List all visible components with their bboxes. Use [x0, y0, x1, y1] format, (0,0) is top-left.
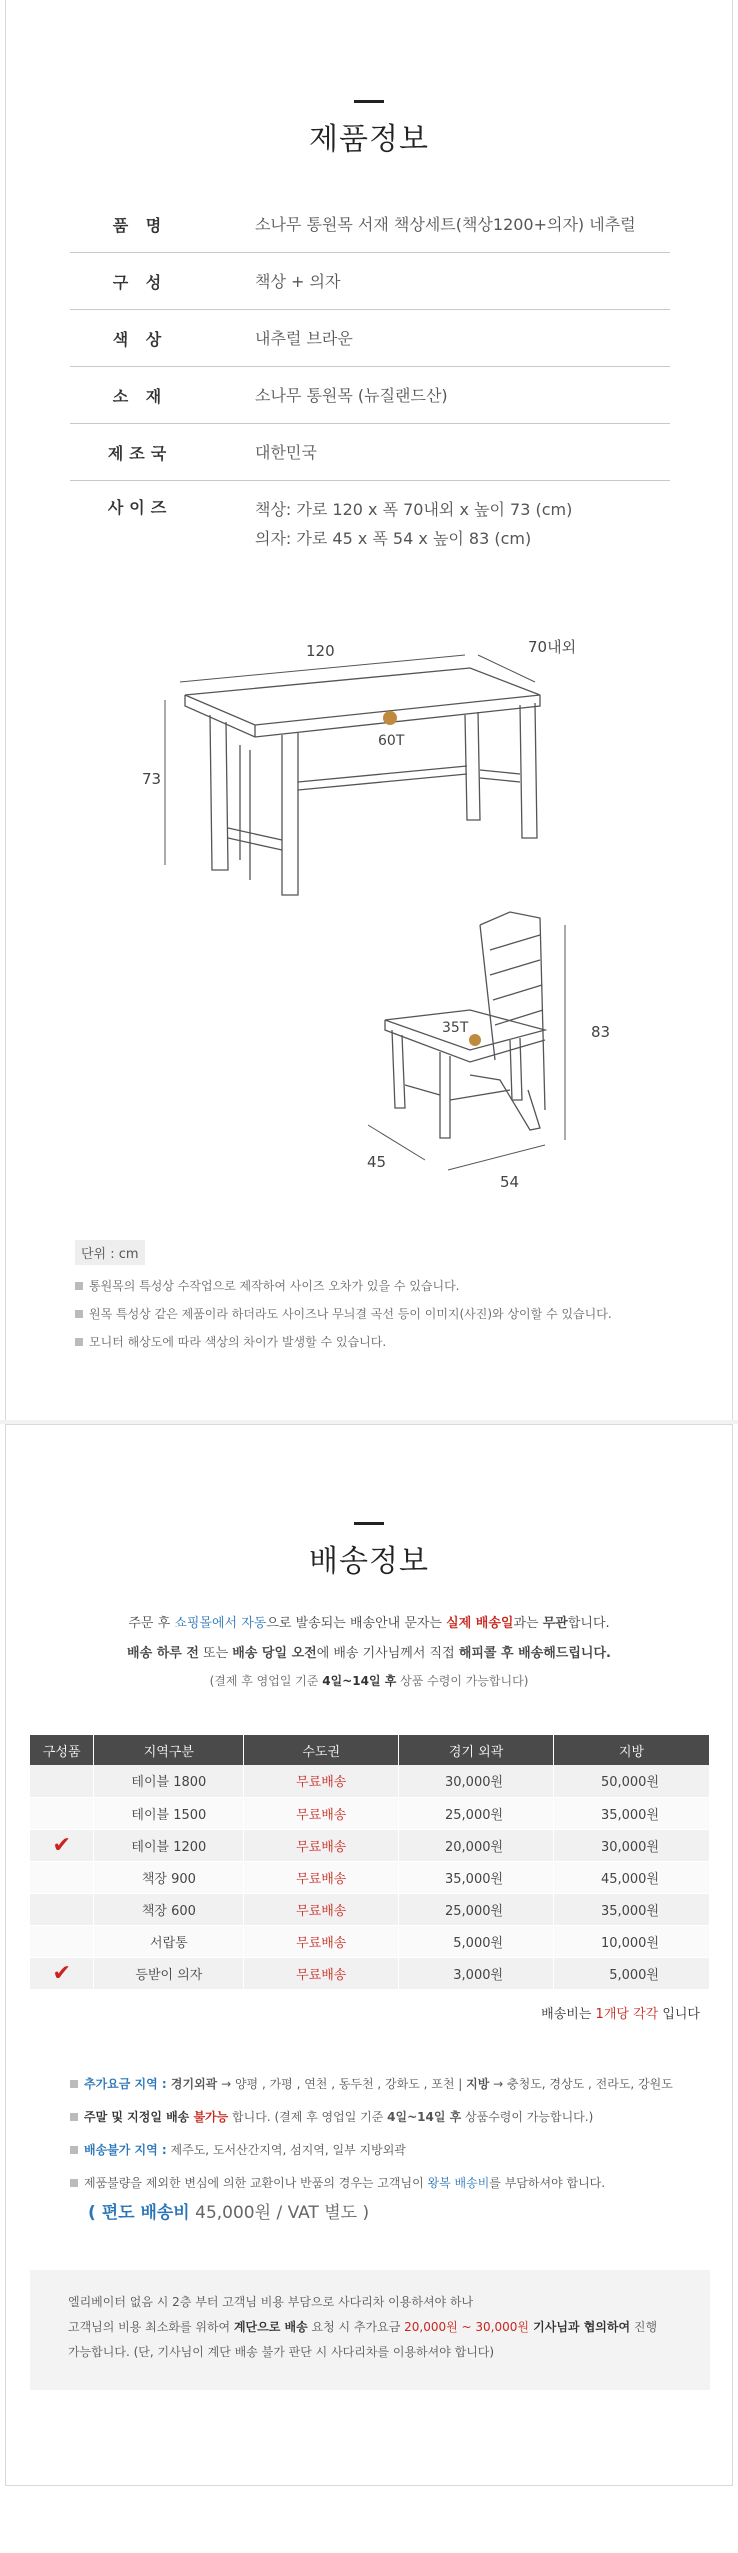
intro-line-3	[0, 1672, 738, 1689]
text: 진행	[630, 2320, 658, 2334]
text: 배송불가 지역 :	[84, 2143, 167, 2157]
check-icon: ✔	[30, 1829, 94, 1861]
text: 추가요금 지역 :	[84, 2077, 167, 2091]
gyeonggi-cell: 35,000원	[399, 1861, 554, 1893]
table-row	[30, 1893, 710, 1925]
text: 불가능	[193, 2110, 229, 2124]
province-cell: 35,000원	[554, 1797, 710, 1829]
intro-line-2	[0, 1642, 738, 1661]
chair-size: 의자: 가로 45 x 폭 54 x 높이 83 (cm)	[255, 529, 532, 548]
table-row	[30, 1957, 710, 1989]
delivery-title: 배송정보	[309, 1544, 429, 1579]
text: 주말 및 지정일 배송	[84, 2110, 194, 2124]
metro-cell: 무료배송	[244, 1925, 399, 1957]
text: 상품 수령이 가능합니다)	[396, 1674, 529, 1688]
chair-depth-label: 54	[500, 1173, 520, 1191]
item-cell: 등받이 의자	[94, 1957, 244, 1989]
text: 1개당 각각	[595, 2007, 659, 2022]
text: 경기외곽	[166, 2077, 218, 2091]
product-notes	[75, 1240, 675, 1361]
text: → 충청도, 경상도 , 전라도, 강원도	[489, 2077, 673, 2091]
text: 으로 발송되는 배송안내 문자는	[266, 1616, 447, 1631]
text: 요청 시 추가요금	[307, 2320, 405, 2334]
text: 상품수령이 가능합니다.)	[461, 2110, 594, 2124]
text: 고객님의 비용 최소화를 위하여	[68, 2320, 234, 2334]
table-header	[30, 1735, 710, 1765]
province-cell: 5,000원	[554, 1957, 710, 1989]
item-cell: 책장 600	[94, 1893, 244, 1925]
text: 계단으로 배송	[233, 2320, 308, 2334]
product-title: 제품정보	[309, 122, 429, 157]
table-row	[30, 1765, 710, 1797]
metro-cell: 무료배송	[244, 1765, 399, 1797]
text: 과는	[513, 1616, 543, 1631]
text: 제주도, 도서산간지역, 섬지역, 일부 지방외곽	[166, 2143, 406, 2157]
check-icon	[30, 1861, 94, 1893]
bullet-icon	[70, 2113, 78, 2121]
gyeonggi-cell: 5,000원	[399, 1925, 554, 1957]
gyeonggi-cell: 25,000원	[399, 1893, 554, 1925]
note-item	[75, 1333, 675, 1350]
item-cell: 서랍통	[94, 1925, 244, 1957]
shipping-fee-table	[30, 1735, 710, 1990]
province-cell: 10,000원	[554, 1925, 710, 1957]
desk-thickness-label: 60T	[378, 733, 405, 749]
metro-cell: 무료배송	[244, 1893, 399, 1925]
spec-value: 대한민국	[255, 442, 317, 462]
desk-height-label: 73	[142, 770, 162, 788]
text: 20,000원 ~ 30,000원	[404, 2320, 529, 2334]
table-row	[30, 1925, 710, 1957]
text: 지방	[466, 2077, 490, 2091]
notice-line: 가능합니다. (단, 기사님이 계단 배송 불가 판단 시 사다리차를 이용하셔야 합니다)	[68, 2345, 495, 2359]
unit-label: 단위 : cm	[75, 1240, 145, 1265]
gyeonggi-cell: 20,000원	[399, 1829, 554, 1861]
per-item-note	[541, 2003, 700, 2022]
text: 실제 배송일	[446, 1616, 514, 1631]
spec-label: 품 명	[112, 215, 168, 235]
column-header: 경기 외곽	[399, 1735, 554, 1765]
text: 4일~14일 후	[322, 1674, 397, 1688]
bullet-icon	[70, 2179, 78, 2187]
text: 합니다.	[567, 1616, 610, 1631]
province-cell: 35,000원	[554, 1893, 710, 1925]
gyeonggi-cell: 3,000원	[399, 1957, 554, 1989]
province-cell: 45,000원	[554, 1861, 710, 1893]
spec-label: 구 성	[112, 272, 168, 292]
desk-size: 책상: 가로 120 x 폭 70내외 x 높이 73 (cm)	[255, 500, 573, 519]
metro-cell: 무료배송	[244, 1829, 399, 1861]
text: 배송 하루 전	[127, 1646, 199, 1661]
metro-cell: 무료배송	[244, 1957, 399, 1989]
text: 배송 당일 오전	[232, 1646, 317, 1661]
spec-value: 책상 + 의자	[255, 271, 341, 291]
province-cell: 50,000원	[554, 1765, 710, 1797]
text: 4일~14일 후	[387, 2110, 462, 2124]
metro-cell: 무료배송	[244, 1797, 399, 1829]
check-icon	[30, 1893, 94, 1925]
text: 제품불량을 제외한 변심에 의한 교환이나 반품의 경우는 고객님이	[84, 2176, 428, 2190]
note-text: 원목 특성상 같은 제품이라 하더라도 사이즈나 무늬결 곡선 등이 이미지(사진)와 상이할 수 있습니다.	[89, 1307, 612, 1321]
spec-label: 색 상	[112, 329, 168, 349]
bullet-icon	[75, 1282, 83, 1290]
text: 합니다. (결제 후 영업일 기준	[228, 2110, 388, 2124]
column-header: 수도권	[244, 1735, 399, 1765]
bullet-icon	[70, 2146, 78, 2154]
text: 또는	[198, 1646, 233, 1661]
bullet-icon	[75, 1338, 83, 1346]
spec-value: 소나무 통원목 (뉴질랜드산)	[255, 385, 448, 405]
text: 편도 배송비	[101, 2203, 190, 2223]
text: 무관	[542, 1616, 568, 1631]
text: 배송비는	[541, 2007, 596, 2022]
column-header: 지역구분	[94, 1735, 244, 1765]
text: 쇼핑몰에서 자동	[174, 1616, 267, 1631]
check-icon	[30, 1765, 94, 1797]
text: 45,000원 / VAT 별도 )	[189, 2203, 370, 2223]
item-cell: 테이블 1800	[94, 1765, 244, 1797]
intro-line-1	[0, 1612, 738, 1631]
desk-depth-label: 70내외	[528, 638, 577, 656]
note-text: 통원목의 특성상 수작업으로 제작하여 사이즈 오차가 있을 수 있습니다.	[89, 1279, 460, 1293]
metro-cell: 무료배송	[244, 1861, 399, 1893]
notice-line: 엘리베이터 없음 시 2층 부터 고객님 비용 부담으로 사다리차 이용하셔야 하나	[68, 2295, 474, 2309]
chair-height-label: 83	[591, 1023, 611, 1041]
chair-thickness-marker	[469, 1034, 481, 1046]
check-icon	[30, 1925, 94, 1957]
province-cell: 30,000원	[554, 1829, 710, 1861]
note-text: 모니터 해상도에 따라 색상의 차이가 발생할 수 있습니다.	[89, 1335, 387, 1349]
text: 를 부담하셔야 합니다.	[489, 2176, 606, 2190]
one-way-fee	[88, 2198, 369, 2223]
item-cell: 책장 900	[94, 1861, 244, 1893]
text: 입니다	[658, 2007, 700, 2022]
text: → 양평 , 가평 , 연천 , 동두천 , 강화도 , 포천 |	[217, 2077, 467, 2091]
text: 왕복 배송비	[427, 2176, 490, 2190]
delivery-info-list	[70, 2075, 710, 2207]
info-item	[70, 2108, 710, 2126]
item-cell: 테이블 1500	[94, 1797, 244, 1829]
note-item	[75, 1277, 675, 1294]
desk-width-label: 120	[306, 642, 335, 660]
title-bar	[354, 1522, 384, 1525]
text: 기사님과 협의하여	[528, 2320, 631, 2334]
table-row	[30, 1861, 710, 1893]
text: 에 배송 기사님께서 직접	[316, 1646, 459, 1661]
table-row	[30, 1829, 710, 1861]
desk-thickness-marker	[383, 711, 397, 725]
chair-width-label: 45	[367, 1153, 387, 1171]
spec-label: 소 재	[112, 386, 168, 406]
info-item	[70, 2174, 710, 2192]
text: (	[88, 2203, 102, 2223]
spec-value: 소나무 통원목 서재 책상세트(책상1200+의자) 네추럴	[255, 214, 636, 234]
text: 해피콜 후 배송해드립니다.	[458, 1646, 611, 1661]
table-row	[30, 1797, 710, 1829]
notice-line	[68, 2315, 672, 2340]
column-header: 구성품	[30, 1735, 94, 1765]
dimension-drawings	[0, 0, 738, 1230]
check-icon	[30, 1797, 94, 1829]
bullet-icon	[70, 2080, 78, 2088]
bullet-icon	[75, 1310, 83, 1318]
spec-value: 내추럴 브라운	[255, 328, 353, 348]
spec-label: 사이즈	[107, 498, 173, 517]
desk-drawing	[185, 668, 540, 895]
text: 주문 후	[128, 1616, 175, 1631]
info-item	[70, 2075, 710, 2093]
column-header: 지방	[554, 1735, 710, 1765]
gyeonggi-cell: 25,000원	[399, 1797, 554, 1829]
note-item	[75, 1305, 675, 1322]
stair-delivery-notice	[30, 2270, 710, 2390]
gyeonggi-cell: 30,000원	[399, 1765, 554, 1797]
info-item	[70, 2141, 710, 2159]
check-icon: ✔	[30, 1957, 94, 1989]
chair-thickness-label: 35T	[442, 1020, 469, 1036]
item-cell: 테이블 1200	[94, 1829, 244, 1861]
text: (결제 후 영업일 기준	[209, 1674, 323, 1688]
spec-label: 제조국	[107, 443, 173, 463]
